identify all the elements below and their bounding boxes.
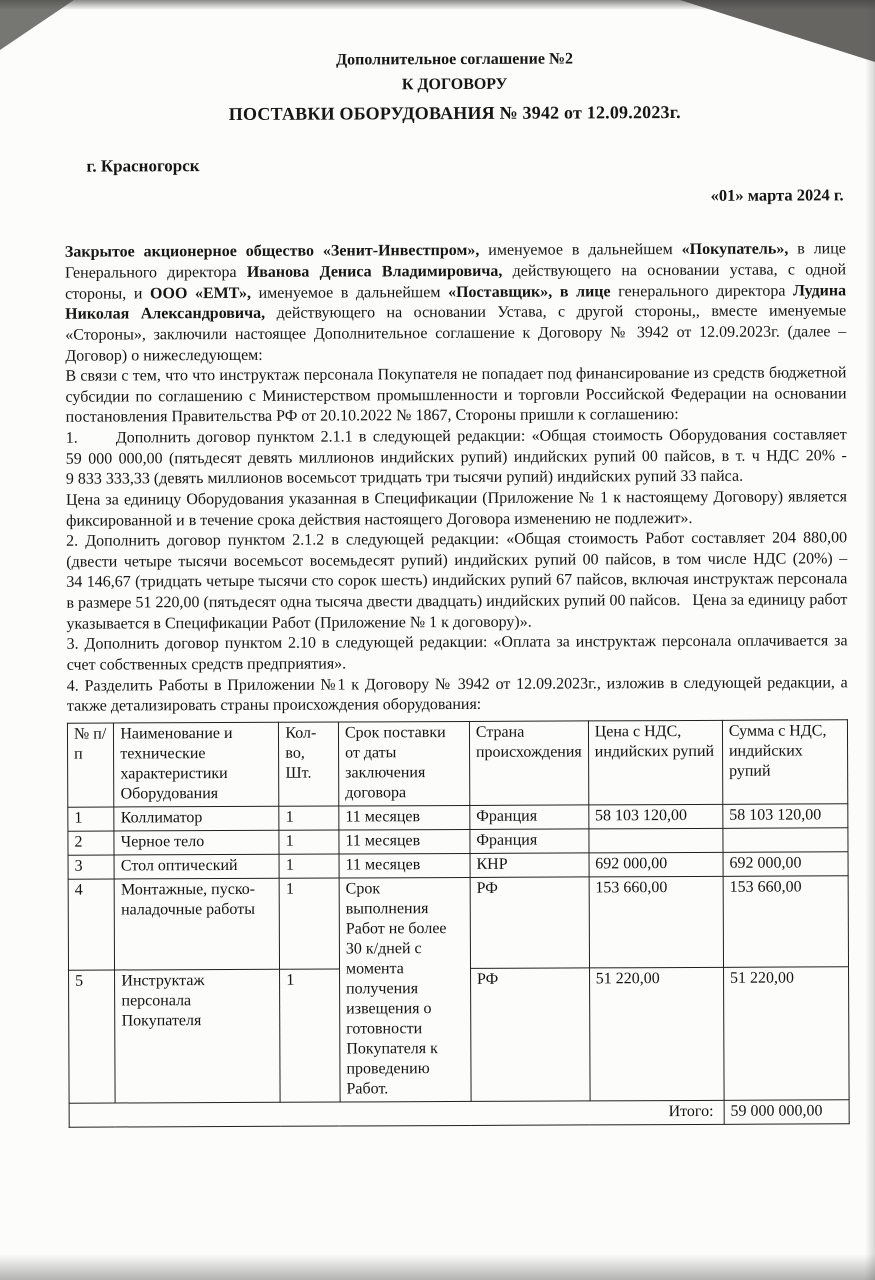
paragraph-segment: Цена за единицу Оборудования указанная в Спецификации (Приложение № 1 к настоящему Договору) является фиксированной и в течение срока действия настоящего Договора изменению не подлежит». bbox=[65, 488, 847, 530]
scan-artifact-corner-top-left bbox=[0, 0, 74, 50]
paragraph bbox=[67, 673, 848, 718]
cell-price: 692 000,00 bbox=[589, 852, 723, 877]
document-date: «01» марта 2024 г. bbox=[710, 185, 844, 206]
cell-country: КНР bbox=[470, 853, 589, 878]
col-header-name: Наименование и технические характеристики Оборудования bbox=[114, 722, 279, 807]
paragraph-segment: именуемое в дальнейшем bbox=[479, 241, 682, 260]
cell-country: РФ bbox=[470, 877, 589, 969]
col-header-price: Цена с НДС, индийских рупий bbox=[588, 720, 723, 805]
cell-price bbox=[589, 828, 723, 853]
cell-country: Франция bbox=[470, 805, 589, 830]
paragraph bbox=[65, 240, 847, 367]
document-content bbox=[64, 46, 850, 1127]
paragraph-segment: Иванова Дениса Владимировича, bbox=[246, 262, 503, 282]
cell-sum bbox=[723, 828, 848, 853]
table-row bbox=[68, 828, 848, 855]
cell-qty: 1 bbox=[279, 878, 339, 970]
title-line-3: ПОСТАВКИ ОБОРУДОВАНИЯ № 3942 от 12.09.2023г. bbox=[228, 101, 681, 124]
body-paragraphs bbox=[65, 240, 848, 718]
document-title bbox=[64, 46, 845, 129]
scan-artifact-right-shade bbox=[865, 0, 875, 1280]
cell-sum: 153 660,00 bbox=[723, 876, 849, 968]
paragraph bbox=[66, 425, 847, 490]
cell-name: Монтажные, пуско-наладочные работы bbox=[114, 878, 279, 970]
cell-term: 11 месяцев bbox=[339, 853, 470, 878]
cell-qty: 1 bbox=[280, 969, 340, 1102]
table-row bbox=[68, 804, 848, 831]
table-row bbox=[68, 876, 848, 971]
cell-num: 2 bbox=[68, 831, 114, 855]
cell-country: Франция bbox=[470, 829, 589, 854]
paragraph-segment: 3. Дополнить договор пунктом 2.10 в следующей редакции: «Оплата за инструктаж персонала оплачивается за счет собственных средств предприятия». bbox=[66, 632, 848, 674]
total-value: 59 000 000,00 bbox=[724, 1100, 849, 1125]
paragraph bbox=[66, 487, 847, 532]
cell-term: 11 месяцев bbox=[339, 829, 470, 854]
scan-artifact-bottom-shade bbox=[0, 1254, 875, 1280]
paragraph bbox=[66, 529, 847, 636]
col-header-qty: Кол-во, Шт. bbox=[279, 722, 339, 806]
cell-num: 3 bbox=[68, 855, 114, 879]
col-header-num: № п/п bbox=[67, 723, 114, 807]
table-row bbox=[68, 852, 848, 879]
paragraph-segment: 1. Дополнить договор пунктом 2.1.1 в следующей редакции: «Общая стоимость Оборудования составляет 59 000 000,00 (пятьдесят девять миллионов индийских рупий) индийских рупий 00 пайсов, в т. ч НДС 20% - 9 833 333,33 (девять миллионов восемьсот тридцать три тысячи рупий) индийских рупий 33 пайса. bbox=[65, 426, 847, 489]
cell-price: 58 103 120,00 bbox=[588, 804, 722, 829]
cell-name: Инструктаж персонала Покупателя bbox=[115, 969, 281, 1102]
paragraph-segment: «Покупатель», bbox=[681, 241, 789, 259]
col-header-term: Срок поставки от даты заключения договора bbox=[338, 721, 469, 806]
paragraph bbox=[65, 364, 846, 429]
cell-qty: 1 bbox=[279, 830, 339, 854]
cell-price: 51 220,00 bbox=[589, 967, 724, 1100]
paragraph-segment: именуемое в дальнейшем bbox=[250, 283, 449, 302]
cell-country: РФ bbox=[470, 968, 589, 1101]
paragraph bbox=[67, 632, 848, 677]
paragraph-segment: ООО «ЕМТ», bbox=[150, 284, 252, 303]
paragraph-segment: 4. Разделить Работы в Приложении №1 к Договору № 3942 от 12.09.2023г., изложив в следующей редакции, а также детализировать страны происхождения оборудования: bbox=[66, 673, 848, 715]
specification-table bbox=[67, 719, 850, 1127]
cell-price: 153 660,00 bbox=[589, 876, 724, 968]
cell-num: 5 bbox=[69, 970, 116, 1103]
cell-sum: 58 103 120,00 bbox=[723, 804, 848, 829]
paragraph-segment: 2. Дополнить договор пунктом 2.1.2 в следующей редакции: «Общая стоимость Работ составляет 204 880,00 (двести четыре тысячи восемьсот восемьдесят рупий) индийских рупий 00 пайсов, в том числе НДС (20%) – 34 146,67 (тридцать четыре тысячи сто сорок шесть) индийских рупий 67 пайсов, включая инструктаж персонала в размере 51 220,00 (пятьдесят одна тысяча двести двадцать) индийских рупий 00 пайсов. Цена за единицу работ указывается в Спецификации Работ (Приложение № 1 к договору)». bbox=[66, 529, 848, 633]
paragraph-segment: Лудина Николая Александровича, bbox=[65, 282, 847, 324]
paragraph-segment: «Поставщик», в лице bbox=[448, 283, 611, 301]
paragraph-segment: Закрытое акционерное общество «Зенит-Инвестпром», bbox=[64, 242, 480, 262]
table-total-row bbox=[69, 1100, 849, 1127]
title-line-2: К ДОГОВОРУ bbox=[401, 75, 508, 94]
paragraph-segment: действующего на основании устава, с одной стороны, и bbox=[65, 261, 847, 303]
cell-num: 4 bbox=[68, 879, 115, 970]
document-city: г. Красногорск bbox=[86, 156, 200, 177]
cell-name: Коллиматор bbox=[114, 806, 279, 831]
cell-qty: 1 bbox=[279, 854, 339, 878]
col-header-country: Страна происхождения bbox=[469, 721, 588, 806]
paragraph-segment: в лице Генерального директора bbox=[64, 240, 846, 282]
cell-qty: 1 bbox=[279, 806, 339, 830]
table-header-row bbox=[67, 720, 847, 807]
cell-num: 1 bbox=[68, 807, 114, 831]
cell-sum: 692 000,00 bbox=[723, 852, 848, 877]
total-label: Итого: bbox=[69, 1100, 724, 1127]
cell-term-merged: Срок выполнения Работ не более 30 к/дней с момента получения извещения о готовности Покупателя к проведению Работ. bbox=[339, 877, 471, 1102]
paragraph-segment: генерального директора bbox=[610, 282, 794, 301]
cell-name: Черное тело bbox=[114, 830, 279, 855]
cell-term: 11 месяцев bbox=[339, 805, 470, 830]
paragraph-segment: В связи с тем, что что инструктаж персонала Покупателя не попадает под финансирование из средств бюджетной субсидии по соглашению с Министерством промышленности и торговли Российской Федерации на основании постановления Правительства РФ от 20.10.2022 № 1867, Стороны пришли к соглашению: bbox=[65, 364, 847, 427]
paragraph-segment: действующего на основании Устава, с другой стороны,, вместе именуемые «Стороны», заключили настоящее Дополнительное соглашение к Договору № 3942 от 12.09.2023г. (далее – Договор) о нижеследующем: bbox=[65, 302, 847, 365]
cell-sum: 51 220,00 bbox=[723, 967, 849, 1100]
title-line-1: Дополнительное соглашение №2 bbox=[336, 50, 574, 69]
cell-name: Стол оптический bbox=[114, 854, 279, 879]
col-header-sum: Сумма с НДС, индийских рупий bbox=[722, 720, 847, 805]
